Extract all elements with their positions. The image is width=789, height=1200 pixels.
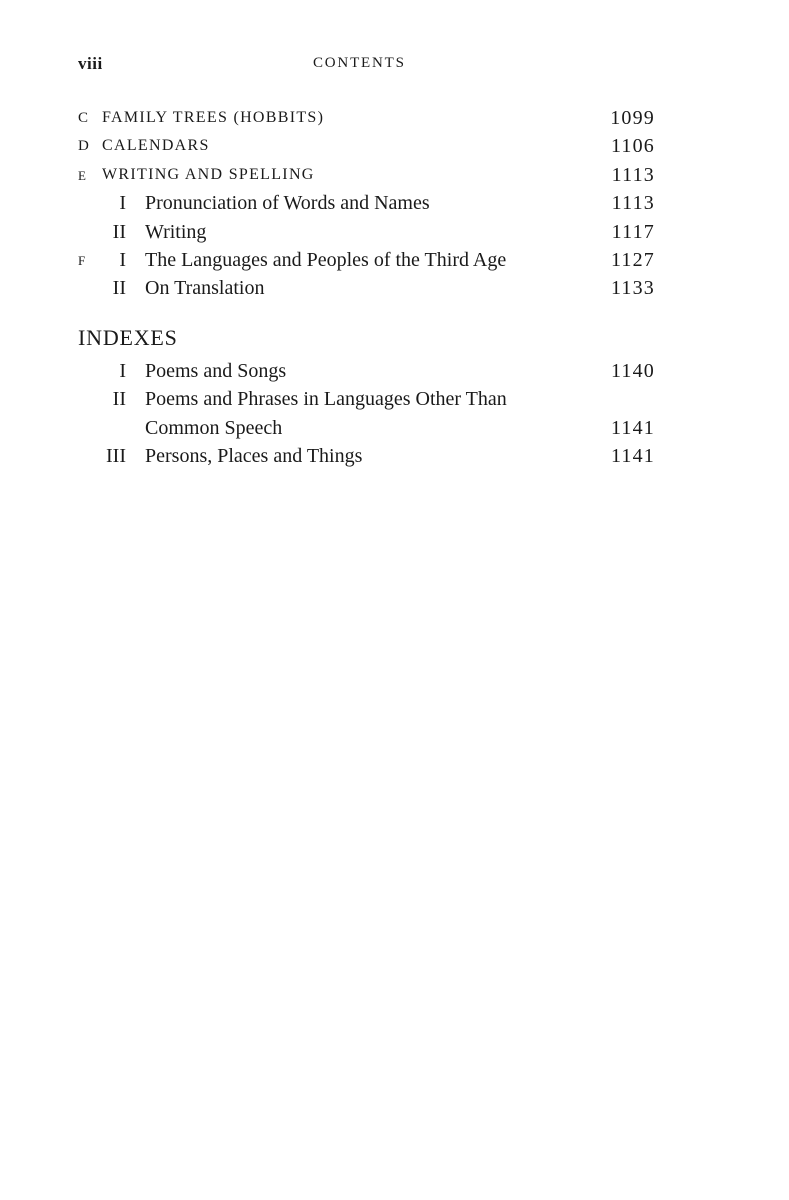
page-number: 1133 [610,277,655,300]
index-numeral: I [119,359,126,382]
page-number: 1141 [610,416,655,439]
entry-title-continued: Common Speech [145,416,283,439]
table-of-contents [0,104,789,470]
toc-index-entry-3 [0,442,789,470]
section-title: INDEXES [78,324,178,350]
appendix-letter: D [78,138,90,155]
entry-title: On Translation [145,277,265,300]
toc-index-entry-2-continued [0,414,789,442]
toc-entry-appendix-f-1 [0,246,789,274]
running-head [78,54,658,76]
appendix-letter: F [78,252,87,268]
indexes-heading [0,317,789,357]
toc-index-entry-1 [0,357,789,385]
page-number: 1141 [610,444,655,467]
entry-title: FAMILY TREES (HOBBITS) [102,109,325,126]
entry-title: CALENDARS [102,137,210,155]
subsection-numeral: I [119,192,126,215]
toc-entry-appendix-e [0,161,789,189]
entry-title: Pronunciation of Words and Names [145,192,430,215]
entry-title: Persons, Places and Things [145,444,363,467]
toc-subentry-e-2 [0,218,789,246]
entry-title: Poems and Phrases in Languages Other Than [145,388,507,411]
appendix-letter: C [78,110,90,126]
toc-subentry-e-1 [0,189,789,217]
page-number: 1140 [610,359,655,382]
index-numeral: III [106,444,126,467]
toc-index-entry-2 [0,385,789,413]
page-number: 1117 [611,220,655,243]
page-number: 1106 [610,135,655,158]
page-number: 1113 [611,192,655,215]
running-head-title: CONTENTS [313,55,406,71]
entry-title: Writing [145,220,207,243]
page-number: 1099 [610,107,655,129]
page-folio: viii [78,54,103,73]
subsection-numeral: II [112,220,126,243]
page-number: 1127 [610,248,655,271]
toc-entry-appendix-d [0,132,789,160]
index-numeral: II [112,388,126,411]
page-number: 1113 [611,163,655,186]
subsection-numeral: II [112,277,126,300]
entry-title: WRITING AND SPELLING [102,165,315,183]
appendix-letter: E [78,167,87,183]
entry-title: Poems and Songs [145,359,287,382]
entry-title: The Languages and Peoples of the Third Age [145,248,507,271]
toc-entry-appendix-c [0,104,789,132]
toc-subentry-f-2 [0,274,789,302]
subsection-numeral: I [119,248,126,271]
